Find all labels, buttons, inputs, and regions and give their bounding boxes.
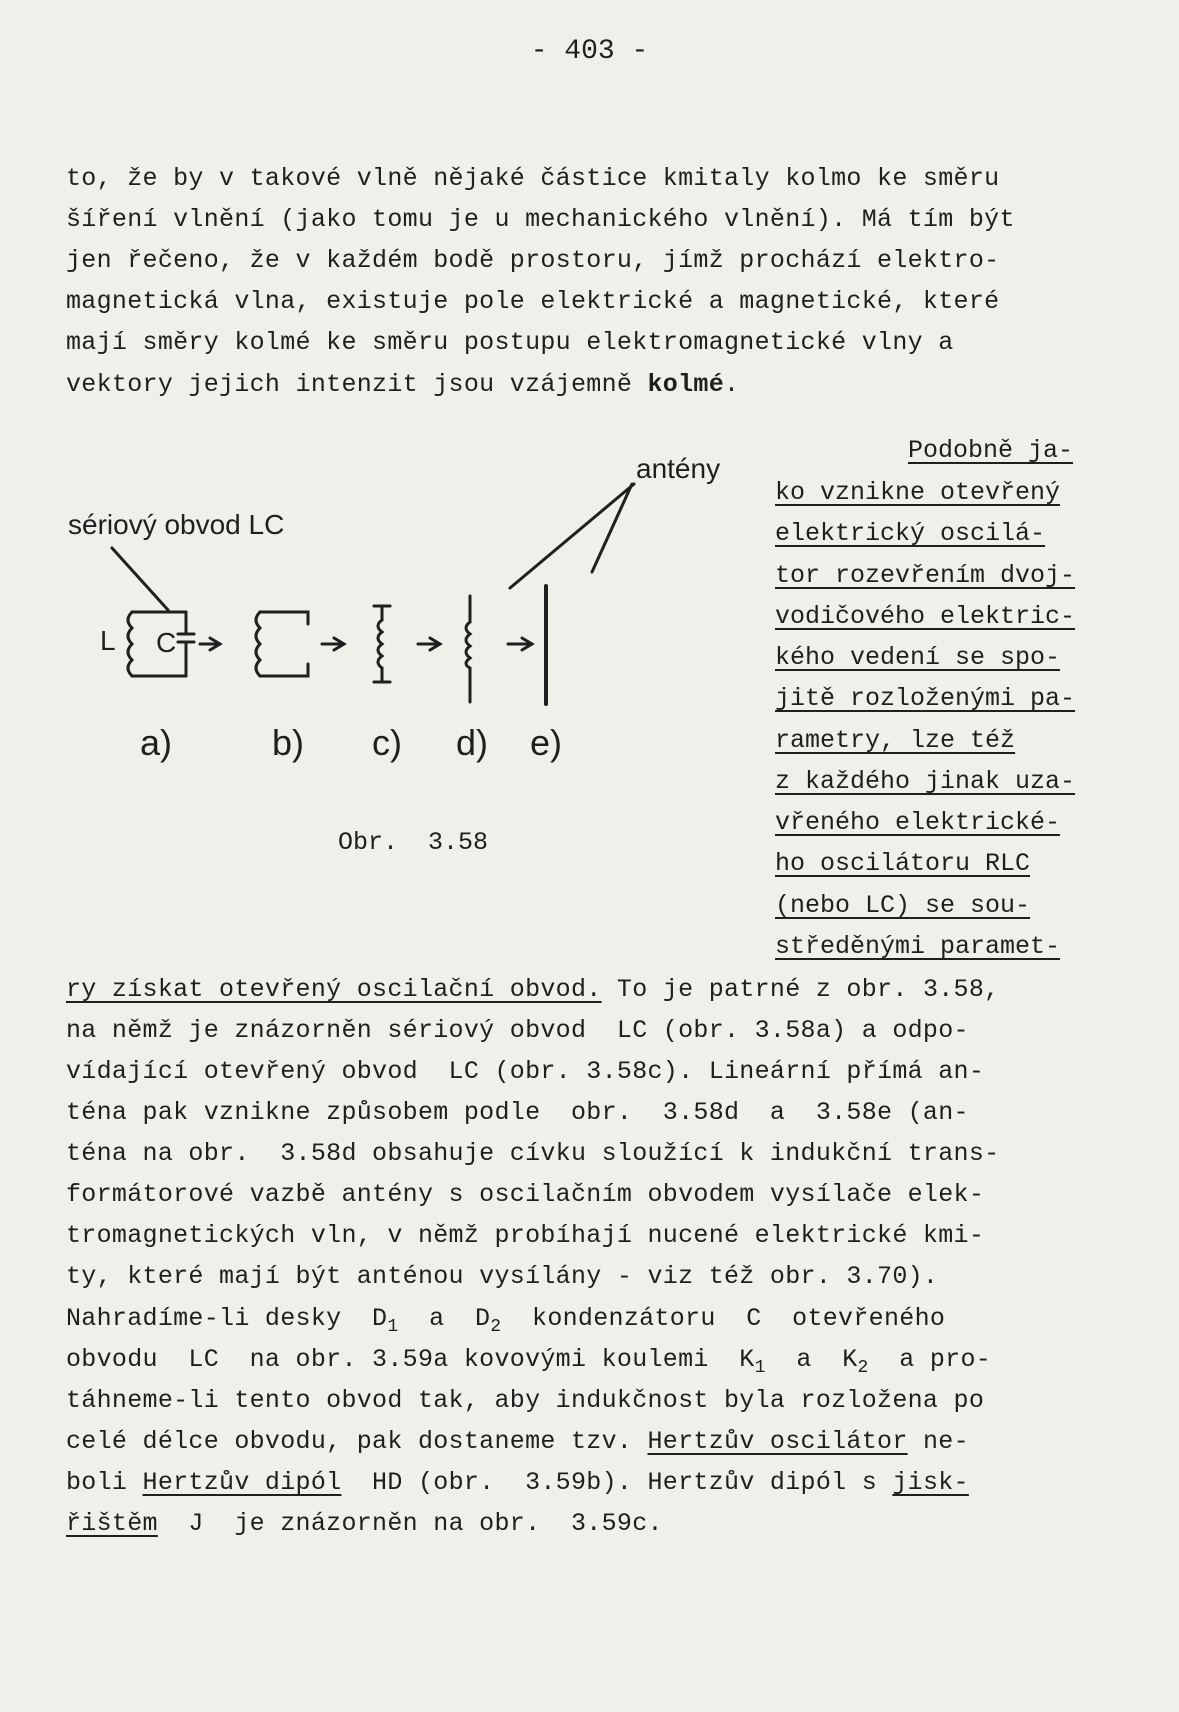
- sub-label-a: a): [140, 722, 173, 763]
- text-line: táhneme-li tento obvod tak, aby indukčnost byla rozložena po: [66, 1386, 985, 1415]
- side-text-line: rametry, lze též: [775, 726, 1016, 755]
- side-text-line: kého vedení se spo-: [775, 643, 1061, 672]
- text-run: J je znázorněn na obr. 3.59c.: [157, 1509, 663, 1538]
- subscript: 2: [857, 1358, 869, 1378]
- text-line: téna pak vznikne způsobem podle obr. 3.58d a 3.58e (an-: [66, 1098, 969, 1127]
- side-text-line: vřeného elektrické-: [775, 808, 1061, 837]
- text-line: na němž je znázorněn sériový obvod LC (obr. 3.58a) a odpo-: [66, 1016, 969, 1045]
- text-line: [66, 372, 739, 397]
- figure-caption: Obr. 3.58: [338, 828, 489, 857]
- circuit-b: [256, 612, 344, 676]
- side-text-line: středěnými paramet-: [775, 932, 1061, 961]
- text-line: [66, 1429, 969, 1454]
- underlined-run: ry získat otevřený oscilační obvod.: [66, 975, 602, 1004]
- antenna-pointer-d: [510, 484, 634, 588]
- page-number: - 403 -: [530, 36, 649, 67]
- figure-3-58: [60, 440, 760, 880]
- text-run: a pro-: [868, 1345, 992, 1374]
- underlined-term: Hertzův oscilátor: [647, 1427, 908, 1456]
- text-line: jen řečeno, že v každém bodě prostoru, jímž prochází elektro-: [66, 246, 1000, 275]
- subscript: 1: [387, 1317, 399, 1337]
- side-text-line: Podobně ja-: [908, 436, 1074, 465]
- circuit-c: [374, 606, 440, 682]
- text-run: boli: [66, 1468, 143, 1497]
- text-run: To je patrné z obr. 3.58,: [601, 975, 1000, 1004]
- side-text-line: (nebo LC) se sou-: [775, 891, 1031, 920]
- text-run: HD (obr. 3.59b). Hertzův dipól s: [341, 1468, 893, 1497]
- text-line: [66, 977, 999, 1002]
- circuit-a: [100, 612, 220, 676]
- side-text-line: z každého jinak uza-: [775, 767, 1076, 796]
- text-run: Nahradíme-li desky D: [66, 1304, 388, 1333]
- text-run: obvodu LC na obr. 3.59a kovovými koulemi K: [66, 1345, 755, 1374]
- antenna-pointer-e: [592, 484, 632, 572]
- underlined-term: Hertzův dipól: [142, 1468, 342, 1497]
- underlined-term: jisk-: [892, 1468, 969, 1497]
- side-text-line: vodičového elektric-: [775, 602, 1076, 631]
- sub-label-e: e): [530, 722, 563, 763]
- text-line: šíření vlnění (jako tomu je u mechanického vlnění). Má tím být: [66, 205, 1015, 234]
- text-line: [66, 1306, 945, 1336]
- text-line: tromagnetických vln, v němž probíhají nucené elektrické kmi-: [66, 1221, 985, 1250]
- side-text-line: ho oscilátoru RLC: [775, 849, 1031, 878]
- text-run: ne-: [907, 1427, 969, 1456]
- bold-word: kolmé: [647, 370, 725, 399]
- side-text-line: elektrický oscilá-: [775, 519, 1046, 548]
- text-run: kondenzátoru C otevřeného: [501, 1304, 946, 1333]
- text-run: a K: [765, 1345, 858, 1374]
- circuit-d: [466, 596, 532, 702]
- subscript: 1: [754, 1358, 766, 1378]
- text-run: vektory jejich intenzit jsou vzájemně: [66, 370, 648, 399]
- series-circuit-label: sériový obvod LC: [68, 509, 285, 540]
- antennas-label: antény: [636, 453, 721, 484]
- text-line: téna na obr. 3.58d obsahuje cívku sloužící k indukční trans-: [66, 1139, 1000, 1168]
- text-line: [66, 1470, 969, 1495]
- text-line: mají směry kolmé ke směru postupu elektromagnetické vlny a: [66, 328, 954, 357]
- sub-label-c: c): [372, 722, 402, 763]
- text-line: to, že by v takové vlně nějaké částice kmitaly kolmo ke směru: [66, 164, 1000, 193]
- text-line: [66, 1347, 991, 1377]
- capacitor-symbol-label: C: [156, 627, 177, 658]
- side-text-line: tor rozevřením dvoj-: [775, 561, 1076, 590]
- sub-label-b: b): [272, 722, 305, 763]
- text-run: a D: [398, 1304, 491, 1333]
- text-line: [66, 1511, 663, 1536]
- inductor-symbol-label: L: [100, 625, 116, 656]
- text-run: .: [724, 370, 740, 399]
- side-text-line: ko vznikne otevřený: [775, 478, 1061, 507]
- text-line: ty, které mají být anténou vysílány - viz též obr. 3.70).: [66, 1262, 939, 1291]
- text-line: formátorové vazbě antény s oscilačním obvodem vysílače elek-: [66, 1180, 985, 1209]
- underlined-term: řištěm: [66, 1509, 158, 1538]
- text-line: magnetická vlna, existuje pole elektrické a magnetické, které: [66, 287, 1000, 316]
- text-line: vídající otevřený obvod LC (obr. 3.58c). Lineární přímá an-: [66, 1057, 985, 1086]
- sub-label-d: d): [456, 722, 489, 763]
- series-pointer-line: [112, 548, 168, 610]
- text-run: celé délce obvodu, pak dostaneme tzv.: [66, 1427, 648, 1456]
- side-text-line: jitě rozloženými pa-: [775, 684, 1076, 713]
- subscript: 2: [490, 1317, 502, 1337]
